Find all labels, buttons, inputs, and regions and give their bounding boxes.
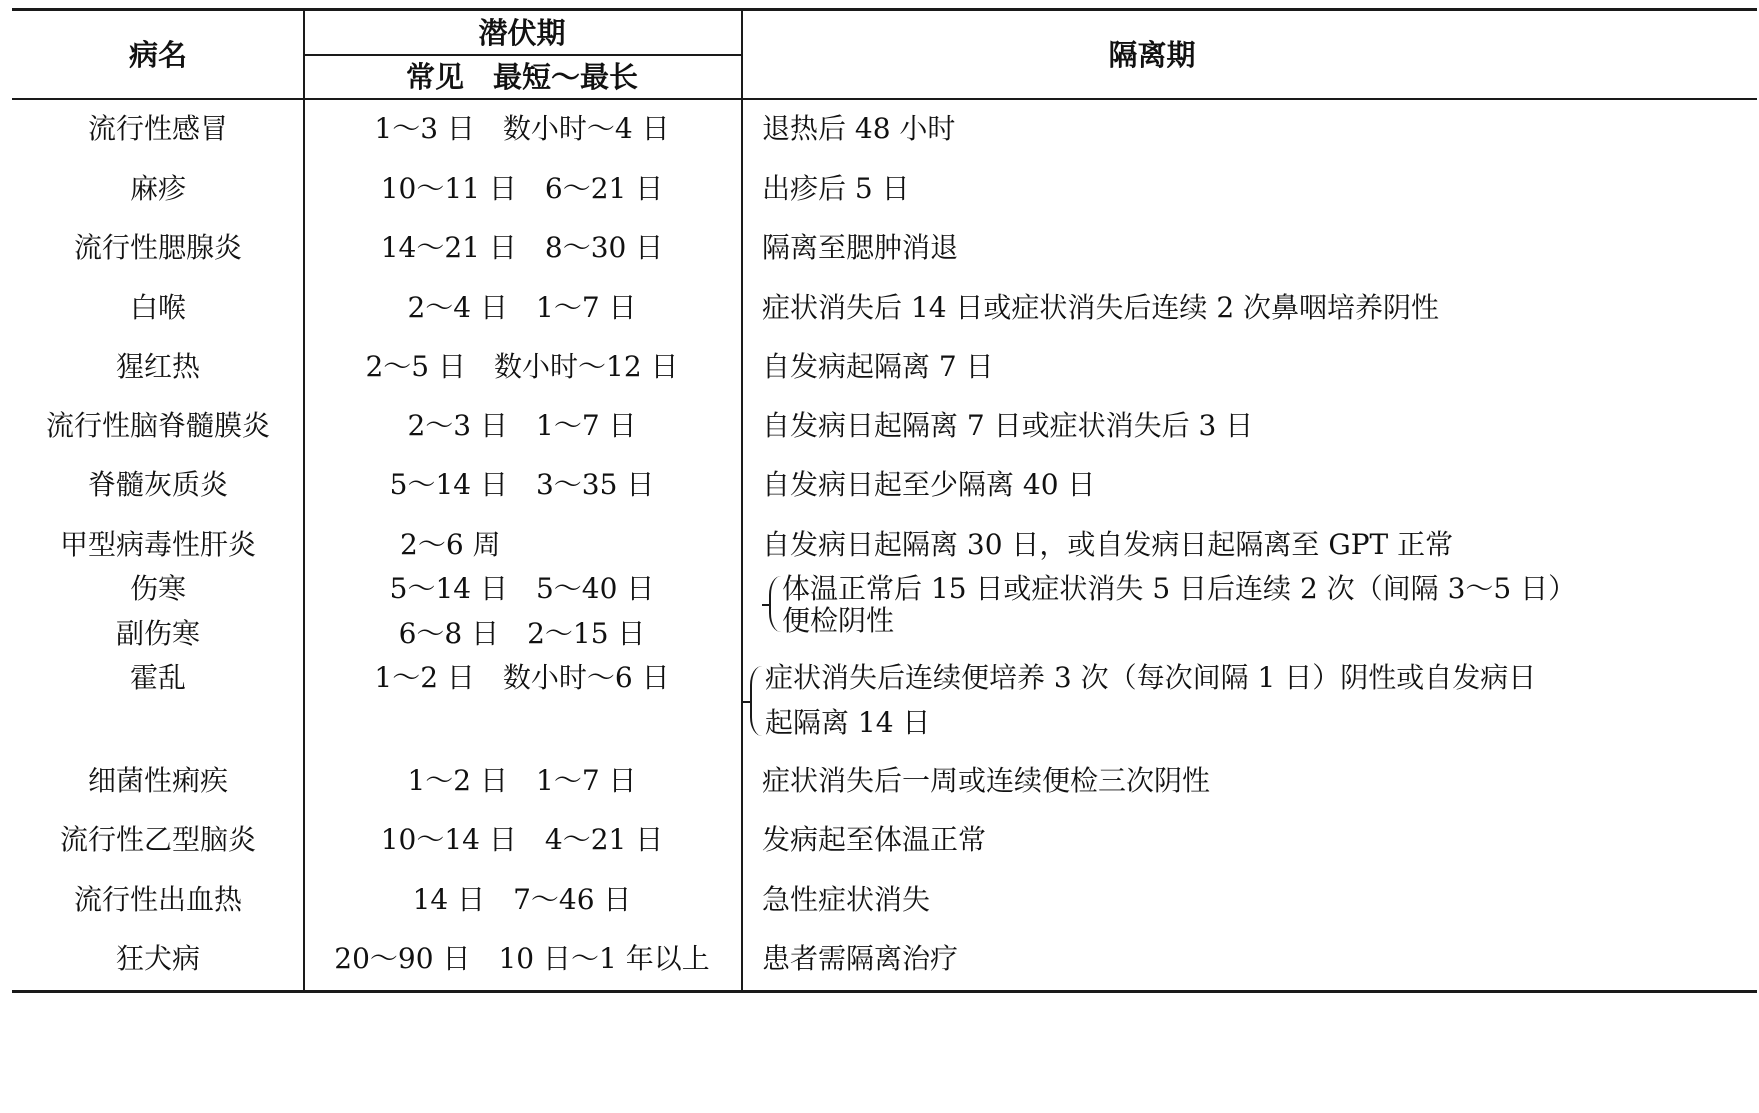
table-row-incubation: 10～14 日 4～21 日 bbox=[380, 823, 664, 856]
cholera-brace bbox=[750, 666, 762, 736]
table-row-disease: 细菌性痢疾 bbox=[87, 764, 229, 797]
table-row-disease: 麻疹 bbox=[129, 172, 187, 205]
table-row-isolation: 自发病日起隔离 7 日或症状消失后 3 日 bbox=[762, 409, 1254, 442]
table-row-incubation: 2～4 日 1～7 日 bbox=[407, 291, 637, 324]
table-row-incubation: 5～14 日 3～35 日 bbox=[389, 468, 655, 501]
table-row-isolation: 急性症状消失 bbox=[762, 883, 931, 916]
table-row-disease: 甲型病毒性肝炎 bbox=[59, 528, 257, 561]
table-row-isolation: 症状消失后一周或连续便检三次阴性 bbox=[762, 764, 1211, 797]
table-row-isolation: 体温正常后 15 日或症状消失 5 日后连续 2 次（间隔 3～5 日） bbox=[782, 572, 1577, 605]
table-row-isolation: 患者需隔离治疗 bbox=[762, 942, 959, 975]
table-row-disease: 流行性出血热 bbox=[73, 883, 243, 916]
typhoid-brace bbox=[769, 576, 781, 632]
table-row-isolation: 出疹后 5 日 bbox=[762, 172, 910, 205]
table-row-incubation: 2～3 日 1～7 日 bbox=[407, 409, 637, 442]
table-row-incubation: 2～6 周 bbox=[400, 528, 501, 561]
table-row-disease: 副伤寒 bbox=[115, 617, 201, 650]
table-row-disease: 猩红热 bbox=[115, 350, 201, 383]
table-row-incubation: 1～2 日 1～7 日 bbox=[407, 764, 637, 797]
table-row-isolation-cont: 起隔离 14 日 bbox=[765, 706, 931, 739]
table-row-isolation: 退热后 48 小时 bbox=[762, 112, 956, 145]
header-incubation-sub: 常见 最短～最长 bbox=[405, 60, 639, 94]
table-row-isolation: 自发病日起隔离 30 日，或自发病日起隔离至 GPT 正常 bbox=[762, 528, 1454, 561]
table-row-disease: 白喉 bbox=[129, 291, 187, 324]
table-top-rule bbox=[12, 8, 1757, 11]
table-row-isolation: 症状消失后 14 日或症状消失后连续 2 次鼻咽培养阴性 bbox=[762, 291, 1440, 324]
table-bottom-rule bbox=[12, 990, 1757, 993]
table-row-disease: 脊髓灰质炎 bbox=[87, 468, 229, 501]
table-row-incubation: 6～8 日 2～15 日 bbox=[398, 617, 646, 650]
table-row-isolation: 自发病起隔离 7 日 bbox=[762, 350, 994, 383]
table-row-incubation: 20～90 日 10 日～1 年以上 bbox=[334, 942, 710, 975]
column-divider-left bbox=[303, 10, 305, 990]
table-row-isolation: 发病起至体温正常 bbox=[762, 823, 987, 856]
table-row-disease: 狂犬病 bbox=[115, 942, 201, 975]
table-row-disease: 流行性感冒 bbox=[87, 112, 229, 145]
table-row-incubation: 14 日 7～46 日 bbox=[412, 883, 632, 916]
header-isolation: 隔离期 bbox=[1108, 38, 1196, 72]
table-row-disease: 流行性脑脊髓膜炎 bbox=[45, 409, 271, 442]
table-row-incubation: 5～14 日 5～40 日 bbox=[389, 572, 655, 605]
table-row-incubation: 2～5 日 数小时～12 日 bbox=[365, 350, 679, 383]
column-divider-right bbox=[741, 10, 743, 990]
table-row-incubation: 1～3 日 数小时～4 日 bbox=[374, 112, 670, 145]
table-row-isolation: 自发病日起至少隔离 40 日 bbox=[762, 468, 1096, 501]
header-disease: 病名 bbox=[128, 38, 188, 72]
table-row-disease: 流行性乙型脑炎 bbox=[59, 823, 257, 856]
table-row-disease: 霍乱 bbox=[129, 661, 187, 694]
table-row-disease: 流行性腮腺炎 bbox=[73, 231, 243, 264]
header-mid-rule bbox=[304, 54, 742, 56]
table-row-incubation: 10～11 日 6～21 日 bbox=[380, 172, 664, 205]
table-row-incubation: 14～21 日 8～30 日 bbox=[380, 231, 664, 264]
header-bottom-rule bbox=[12, 98, 1757, 100]
table-row-disease: 伤寒 bbox=[129, 572, 187, 605]
header-incubation: 潜伏期 bbox=[478, 16, 566, 50]
table-row-incubation: 1～2 日 数小时～6 日 bbox=[374, 661, 670, 694]
table-row-isolation: 便检阴性 bbox=[782, 604, 895, 637]
table-row-isolation: 隔离至腮肿消退 bbox=[762, 231, 959, 264]
table-row-isolation: 症状消失后连续便培养 3 次（每次间隔 1 日）阴性或自发病日 bbox=[765, 661, 1537, 694]
